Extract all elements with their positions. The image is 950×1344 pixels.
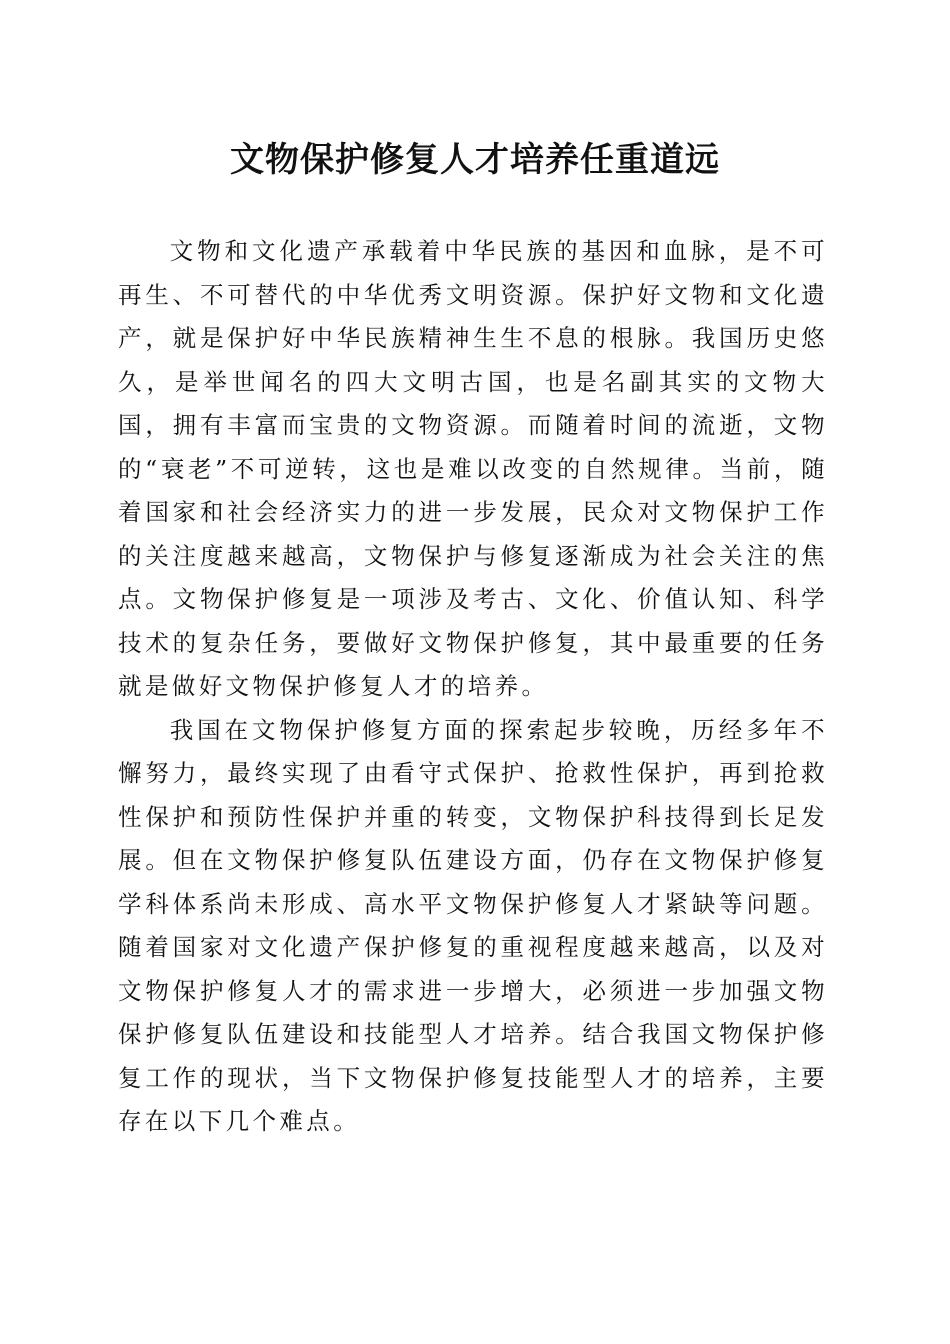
document-body [118,230,828,1144]
document-title: 文物保护修复人才培养任重道远 [230,140,720,180]
paragraph-2: 我国在文物保护修复方面的探索起步较晚，历经多年不懈努力，最终实现了由看守式保护、抢救性保护，再到抢救性保护和预防性保护并重的转变，文物保护科技得到长足发展。但在文物保护修复队伍建设方面，仍存在文物保护修复学科体系尚未形成、高水平文物保护修复人才紧缺等问题。随着国家对文化遗产保护修复的重视程度越来越高，以及对文物保护修复人才的需求进一步增大，必须进一步加强文物保护修复队伍建设和技能型人才培养。结合我国文物保护修复工作的现状，当下文物保护修复技能型人才的培养，主要存在以下几个难点。 [118,715,828,1135]
paragraph-1: 文物和文化遗产承载着中华民族的基因和血脉，是不可再生、不可替代的中华优秀文明资源。保护好文物和文化遗产，就是保护好中华民族精神生生不息的根脉。我国历史悠久，是举世闻名的四大文明古国，也是名副其实的文物大国，拥有丰富而宝贵的文物资源。而随着时间的流逝，文物的“衰老”不可逆转，这也是难以改变的自然规律。当前，随着国家和社会经济实力的进一步发展，民众对文物保护工作的关注度越来越高，文物保护与修复逐渐成为社会关注的焦点。文物保护修复是一项涉及考古、文化、价值认知、科学技术的复杂任务，要做好文物保护修复，其中最重要的任务就是做好文物保护修复人才的培养。 [118,237,828,700]
